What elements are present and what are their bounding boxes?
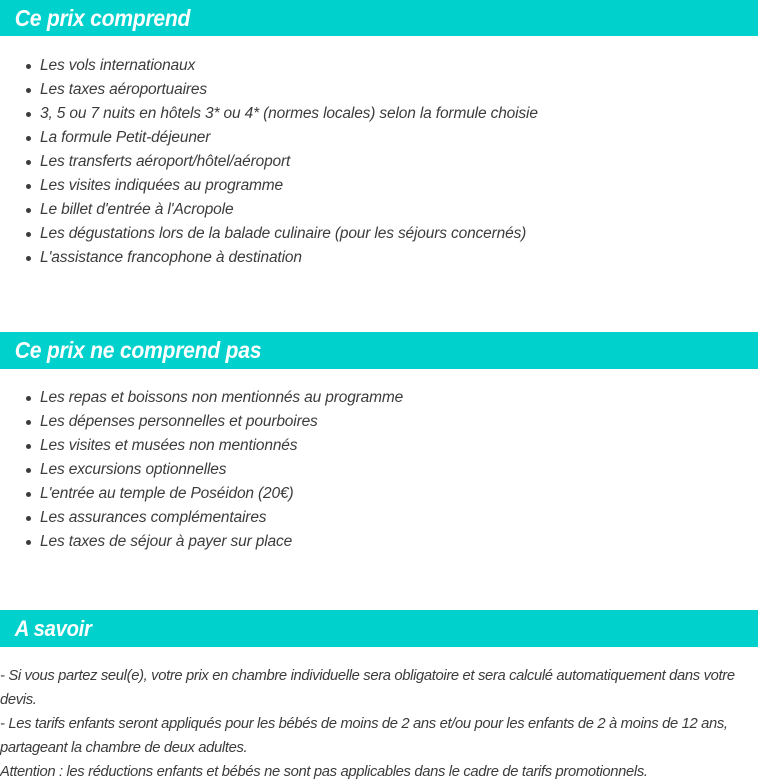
list-item: Les dégustations lors de la balade culinaire (pour les séjours concernés) [0,222,758,246]
spacer-between-section-2-and-3 [0,554,758,610]
section-header-good-to-know [0,610,758,647]
spacer-between-section-1-and-2 [0,270,758,332]
list-item: Les excursions optionnelles [0,458,758,482]
list-item: Les dépenses personnelles et pourboires [0,410,758,434]
note-line: devis. [0,691,37,708]
good-to-know-body [0,647,758,784]
list-item: Le billet d'entrée à l'Acropole [0,198,758,222]
list-item: L'assistance francophone à destination [0,246,758,270]
list-item: Les visites indiquées au programme [0,174,758,198]
list-item: Les taxes aéroportuaires [0,78,758,102]
list-item: Les vols internationaux [0,54,758,78]
list-item: Les transferts aéroport/hôtel/aéroport [0,150,758,174]
note-line: - Les tarifs enfants seront appliqués pour les bébés de moins de 2 ans et/ou pour les enfants de 2 à moins de 12 ans, [0,715,728,732]
list-item: Les assurances complémentaires [0,506,758,530]
section-title-good-to-know: A savoir [14,616,92,641]
list-item: Les visites et musées non mentionnés [0,434,758,458]
section-title-included: Ce prix comprend [14,4,191,31]
spacer-not-included-top [0,369,758,386]
list-item: Les repas et boissons non mentionnés au programme [0,386,758,410]
section-header-included [0,0,758,36]
section-header-not-included [0,332,758,369]
included-list [0,54,758,270]
list-item: 3, 5 ou 7 nuits en hôtels 3* ou 4* (normes locales) selon la formule choisie [0,102,758,126]
not-included-list [0,386,758,554]
note-line: - Si vous partez seul(e), votre prix en chambre individuelle sera obligatoire et sera calculé automatiquement dans votre [0,667,735,684]
section-title-not-included: Ce prix ne comprend pas [14,337,262,363]
note-line: Attention : les réductions enfants et bébés ne sont pas applicables dans le cadre de tarifs promotionnels. [0,763,648,780]
list-item: La formule Petit-déjeuner [0,126,758,150]
list-item: Les taxes de séjour à payer sur place [0,530,758,554]
spacer-included-top [0,36,758,54]
note-line: partageant la chambre de deux adultes. [0,739,248,756]
list-item: L'entrée au temple de Poséidon (20€) [0,482,758,506]
